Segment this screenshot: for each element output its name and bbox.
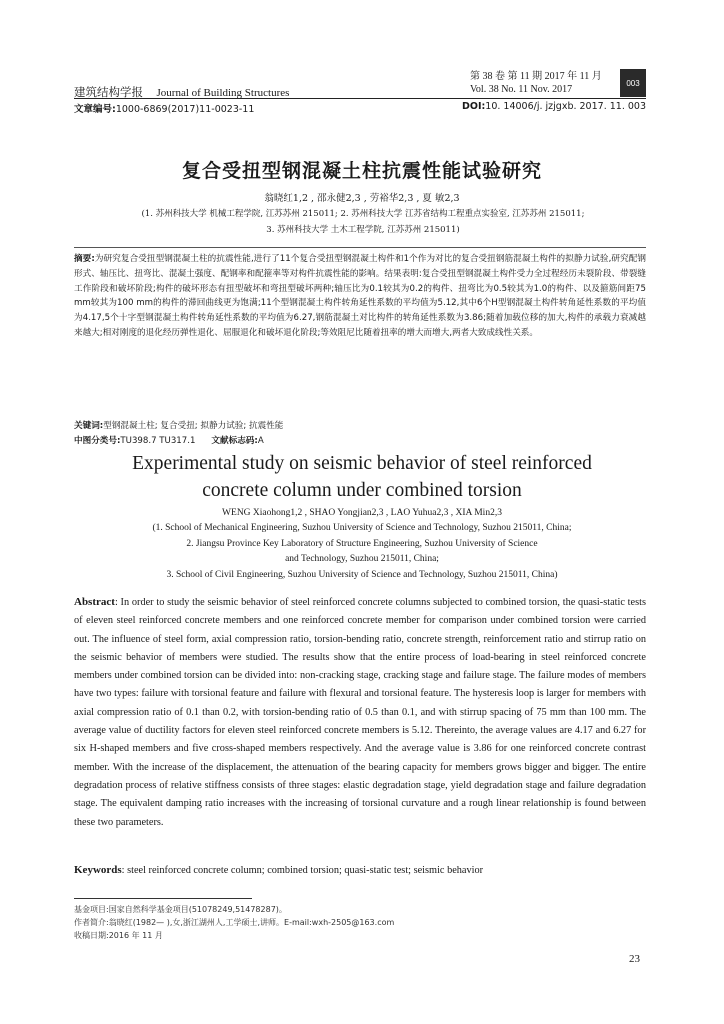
title-cn: 复合受扭型钢混凝土柱抗震性能试验研究 bbox=[181, 160, 542, 182]
abstract-en-label: Abstract bbox=[74, 596, 115, 608]
authors-cn: 翁晓红1,2 , 邵永健2,3 , 劳裕华2,3 , 夏 敏2,3 bbox=[264, 193, 460, 204]
abstract-en bbox=[74, 593, 646, 832]
affiliation-cn-line: 3. 苏州科技大学 土木工程学院, 江苏苏州 215011) bbox=[266, 225, 460, 235]
keywords-en-label: Keywords bbox=[74, 864, 122, 876]
keywords-en bbox=[74, 864, 646, 876]
issue-en: Vol. 38 No. 11 Nov. 2017 bbox=[470, 84, 573, 95]
title-en-line: concrete column under combined torsion bbox=[202, 480, 522, 501]
affiliation-en-line: (1. School of Mechanical Engineering, Suzhou University of Science and Technology, Suzhou 215011, China; bbox=[152, 523, 572, 533]
page-number: 23 bbox=[629, 953, 640, 965]
journal-name-en: Journal of Building Structures bbox=[156, 87, 290, 99]
section-rule bbox=[74, 247, 646, 248]
footnote-funding: 基金项目:国家自然科学基金项目(51078249,51478287)。 bbox=[74, 905, 287, 914]
class-value: TU398.7 TU317.1 bbox=[120, 436, 196, 446]
classification-cn bbox=[74, 434, 646, 446]
footnote-received: 收稿日期:2016 年 11 月 bbox=[74, 931, 163, 940]
header-rule bbox=[74, 98, 646, 99]
footnote-author: 作者简介:翁晓红(1982— ),女,浙江湖州人,工学硕士,讲师。E-mail:wxh-2505@163.com bbox=[74, 918, 395, 927]
doi-value: 10. 14006/j. jzjgxb. 2017. 11. 003 bbox=[485, 101, 646, 112]
journal-name-cn: 建筑结构学报 bbox=[74, 85, 143, 99]
footnote-rule bbox=[74, 898, 252, 899]
abstract-en-text: : In order to study the seismic behavior of steel reinforced concrete columns subjected to combined torsion, the quasi-static tests of eleven steel reinforced concrete members and one reinforced concrete member for comparison under combined torsion were carried out. The influence of steel form, axial compression ratio, torsion-bending ratio, concrete strength, reinforcement ratio and stirrup ratio on the seismic behavior of members were studied. The results show that the entire process of load-bearing in steel reinforced concrete members under combined torsion can be divided into: non-cracking stage, cracking stage and failure stage. The failure modes of members have two types: failure with torsional feature and failure with flexural and torsional feature. The hysteresis loop is larger for members with axial compression ratio of 0.1 than 0.2, with torsion-bending ratio of 0.5 than 0.1, and with stirrup spacing of 75 mm than 100 mm. The average value of ductility factors for eleven steel reinforced concrete members is 5.12. Thereinto, the average values are 4.17 and 6.27 for six H-shaped members and five cross-shaped members respectively. And the average value is 3.86 for one reinforced concrete contrast member. With the increase of the displacement, the attenuation of the bearing capacity for members grows bigger and bigger. The entire degradation process of relative stiffness consists of three stages: elastic degradation stage, yield degradation stage and failure degradation stage. The equivalent damping ratio increases with the increasing of torsional curvature and a rough linear relationship is found between these two parameters. bbox=[74, 597, 646, 828]
abstract-cn-label: 摘要: bbox=[74, 254, 95, 264]
doi bbox=[462, 101, 646, 112]
doccode-label: 文献标志码: bbox=[211, 436, 258, 446]
title-en-line: Experimental study on seismic behavior of steel reinforced bbox=[132, 453, 592, 474]
keywords-cn-label: 关键词: bbox=[74, 421, 104, 431]
title-en bbox=[80, 450, 644, 504]
doccode-value: A bbox=[257, 436, 264, 446]
class-label: 中图分类号: bbox=[74, 436, 121, 446]
abstract-cn bbox=[74, 252, 646, 341]
affiliation-cn-line: (1. 苏州科技大学 机械工程学院, 江苏苏州 215011; 2. 苏州科技大学 江苏省结构工程重点实验室, 江苏苏州 215011; bbox=[141, 209, 585, 219]
keywords-cn bbox=[74, 419, 646, 431]
abstract-cn-text: 为研究复合受扭型钢混凝土柱的抗震性能,进行了11个复合受扭型钢混凝土构件和1个作为对比的复合受扭钢筋混凝土构件的拟静力试验,研究配钢形式、轴压比、扭弯比、混凝土强度、配钢率和配箍率等对构件抗震性能的影响。结果表明:复合受扭型钢混凝土构件受力全过程经历未裂阶段、带裂缝工作阶段和破坏阶段;构件的破坏形态有扭型破坏和弯扭型破坏两种;轴压比为0.1较其为0.2的构件、扭弯比为0.5较其为1.0的构件、以及箍筋间距75 mm较其为100 mm的构件的滞回曲线更为饱满;11个型钢混凝土构件转角延性系数的平均值为5.12,其中6个H型钢混凝土构件转角延性系数的平均值为4.17,5个十字型钢混凝土构件转角延性系数的平均值为6.27,钢筋混凝土对比构件的转角延性系数为3.86;随着加载位移的加大,构件的承载力衰减越来越大;相对刚度的退化经历弹性退化、屈服退化和破坏退化阶段;等效阻尼比随着扭率的增大而增大,两者大致成线性关系。 bbox=[74, 254, 647, 338]
authors-en: WENG Xiaohong1,2 , SHAO Yongjian2,3 , LAO Yuhua2,3 , XIA Min2,3 bbox=[222, 508, 502, 518]
doi-label: DOI: bbox=[462, 101, 486, 112]
article-badge: 003 bbox=[620, 69, 646, 97]
article-number bbox=[74, 101, 254, 115]
article-number-label: 文章编号: bbox=[74, 104, 116, 115]
affiliation-en-line: 3. School of Civil Engineering, Suzhou University of Science and Technology, Suzhou 215011, China) bbox=[166, 569, 558, 580]
keywords-en-text: : steel reinforced concrete column; combined torsion; quasi-static test; seismic behavior bbox=[121, 865, 484, 876]
affiliation-en-line: and Technology, Suzhou 215011, China; bbox=[285, 554, 439, 564]
affiliation-en-line: 2. Jiangsu Province Key Laboratory of Structure Engineering, Suzhou University of Science bbox=[186, 538, 538, 549]
article-number-value: 1000-6869(2017)11-0023-11 bbox=[115, 104, 255, 115]
affiliations-en bbox=[80, 521, 644, 583]
keywords-cn-text: 型钢混凝土柱; 复合受扭; 拟静力试验; 抗震性能 bbox=[103, 421, 284, 431]
issue-cn: 第 38 卷 第 11 期 2017 年 11 月 bbox=[470, 71, 602, 82]
affiliations-cn bbox=[70, 206, 656, 238]
issue-info bbox=[470, 70, 602, 96]
